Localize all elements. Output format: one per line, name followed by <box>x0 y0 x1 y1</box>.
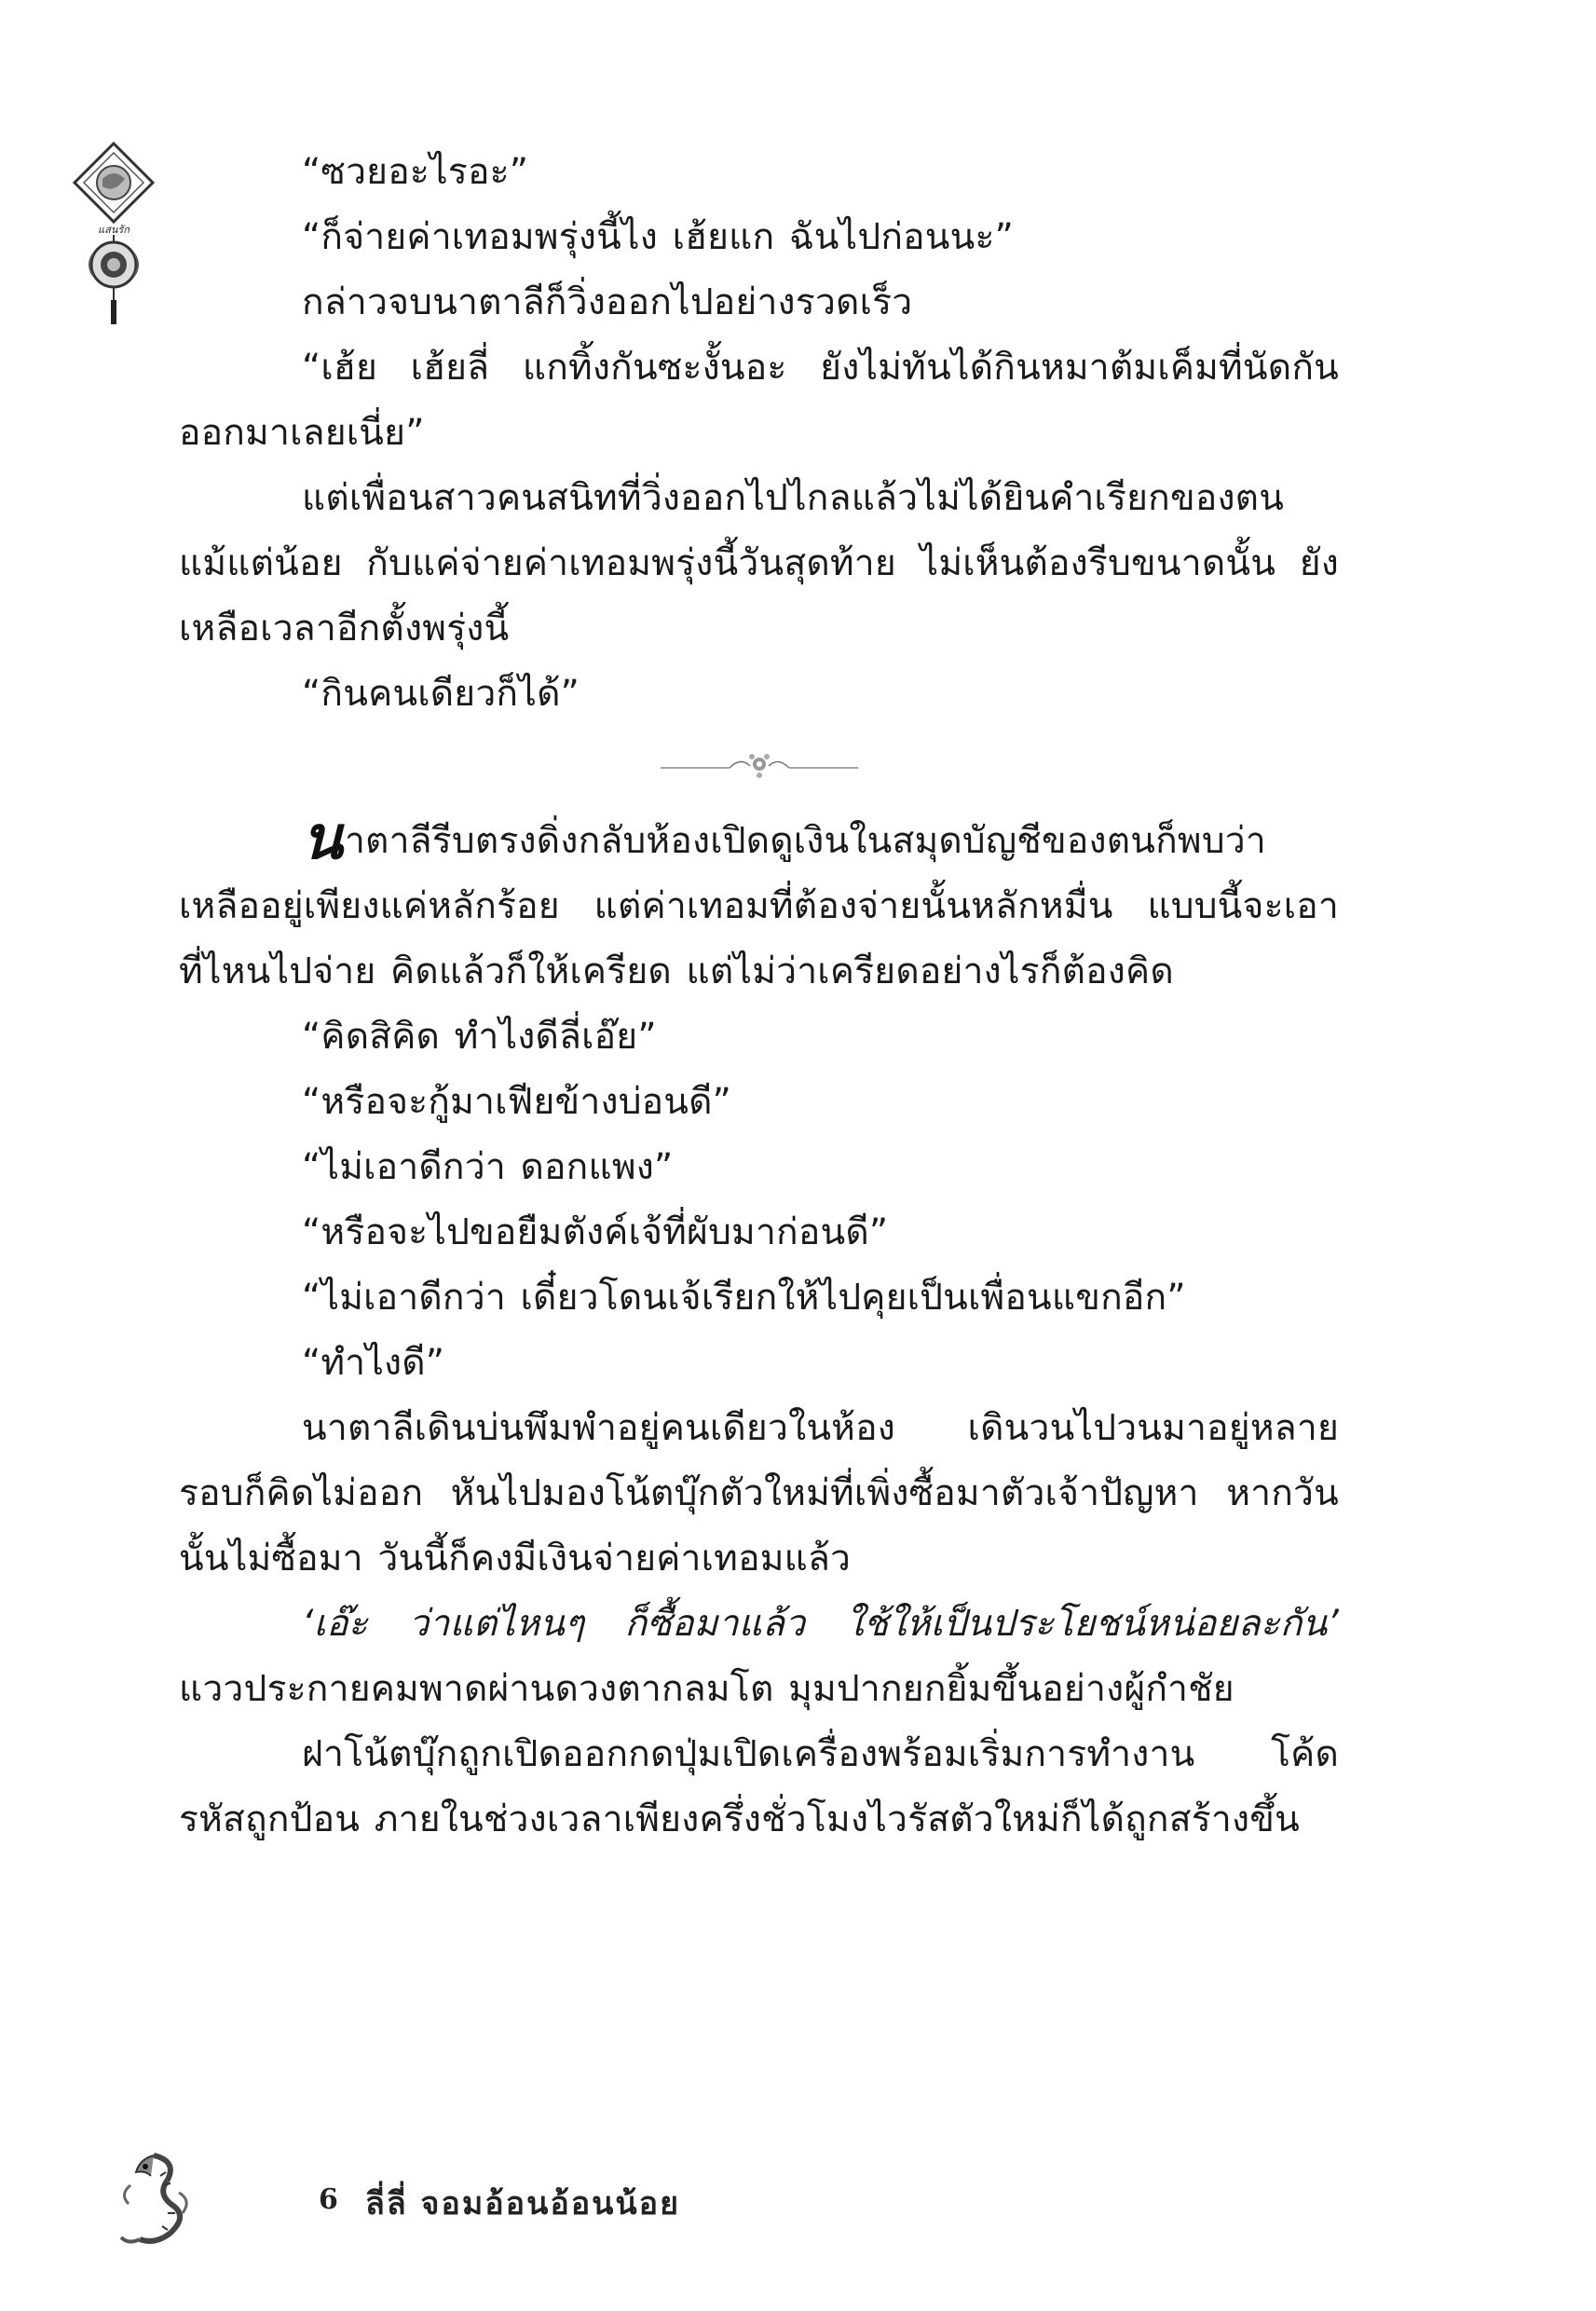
dialog-line: “หรือจะไปขอยืมตังค์เจ้ที่ผับมาก่อนดี” <box>302 1211 889 1253</box>
diamond-lantern-emblem-icon <box>67 142 160 328</box>
paragraph <box>179 1592 1339 1722</box>
floral-divider-icon <box>657 747 862 785</box>
paragraph: แต่เพื่อนสาวคนสนิทที่วิ่งออกไปไกลแล้วไม่ได้ยินคำเรียกของตนแม้แต่น้อย กับแค่จ่ายค่าเทอมพรุ่งนี้วันสุดท้าย ไม่เห็นต้องรีบขนาดนั้น ยังเหลือเวลาอีกตั้งพรุ่งนี้ <box>179 477 1339 650</box>
page-footer <box>102 2148 755 2250</box>
paragraph: กล่าวจบนาตาลีก็วิ่งออกไปอย่างรวดเร็ว <box>302 281 913 323</box>
paragraph: “ก็จ่ายค่าเทอมพรุ่งนี้ไง เฮ้ยแก ฉันไปก่อนนะ” <box>302 216 1015 258</box>
paragraph: “ซวยอะไรอะ” <box>302 151 529 193</box>
page-number: 6 <box>319 2183 338 2216</box>
emblem-label: แสนรัก <box>98 224 130 236</box>
paragraph: นาตาลีเดินบ่นพึมพำอยู่คนเดียวในห้อง เดินวนไปวนมาอยู่หลายรอบก็คิดไม่ออก หันไปมองโน้ตบุ๊กตัวใหม่ที่เพิ่งซื้อมาตัวเจ้าปัญหา หากวันนั้นไม่ซื้อมา วันนี้ก็คงมีเงินจ่ายค่าเทอมแล้ว <box>179 1407 1339 1579</box>
paragraph: ฝาโน้ตบุ๊กถูกเปิดออกกดปุ่มเปิดเครื่องพร้อมเริ่มการทำงาน โค้ดรหัสถูกป้อน ภายในช่วงเวลาเพียงครึ่งชั่วโมงไวรัสตัวใหม่ก็ได้ถูกสร้างขึ้น <box>179 1733 1339 1840</box>
paragraph: “เฮ้ย เฮ้ยลี่ แกทิ้งกันซะงั้นอะ ยังไม่ทันได้กินหมาต้มเค็มที่นัดกันออกมาเลยเนี่ย” <box>179 347 1339 454</box>
dialog-line: “หรือจะกู้มาเฟียข้างบ่อนดี” <box>302 1081 732 1123</box>
body-text <box>179 140 1339 1853</box>
book-title: ลี่ลี่ จอมอ้อนอ้อนน้อย <box>365 2185 681 2222</box>
paragraph-text: แววประกายคมพาดผ่านดวงตากลมโต มุมปากยกยิ้มขึ้นอย่างผู้กำชัย <box>179 1668 1235 1710</box>
dropcap: น <box>302 803 343 873</box>
paragraph-with-dropcap <box>179 803 1339 1005</box>
paragraph: “กินคนเดียวก็ได้” <box>302 673 580 715</box>
dialog-line: “ทำไงดี” <box>302 1342 445 1384</box>
dialog-line: “คิดสิคิด ทำไงดีลี่เอ๊ย” <box>302 1016 657 1058</box>
dialog-line: “ไม่เอาดีกว่า ดอกแพง” <box>302 1146 674 1188</box>
dragon-icon <box>102 2148 196 2250</box>
thought-text: ‘เอ๊ะ ว่าแต่ไหนๆ ก็ซื้อมาแล้ว ใช้ให้เป็นประโยชน์หน่อยละกัน’ <box>302 1603 1339 1645</box>
dialog-line: “ไม่เอาดีกว่า เดี๋ยวโดนเจ้เรียกให้ไปคุยเป็นเพื่อนแขกอีก” <box>302 1277 1186 1319</box>
paragraph-text: าตาลีรีบตรงดิ่งกลับห้องเปิดดูเงินในสมุดบัญชีของตนก็พบว่าเหลืออยู่เพียงแค่หลักร้อย แต่ค่าเทอมที่ต้องจ่ายนั้นหลักหมื่น แบบนี้จะเอาที่ไหนไปจ่าย คิดแล้วก็ให้เครียด แต่ไม่ว่าเครียดอย่างไรก็ต้องคิด <box>179 820 1339 992</box>
